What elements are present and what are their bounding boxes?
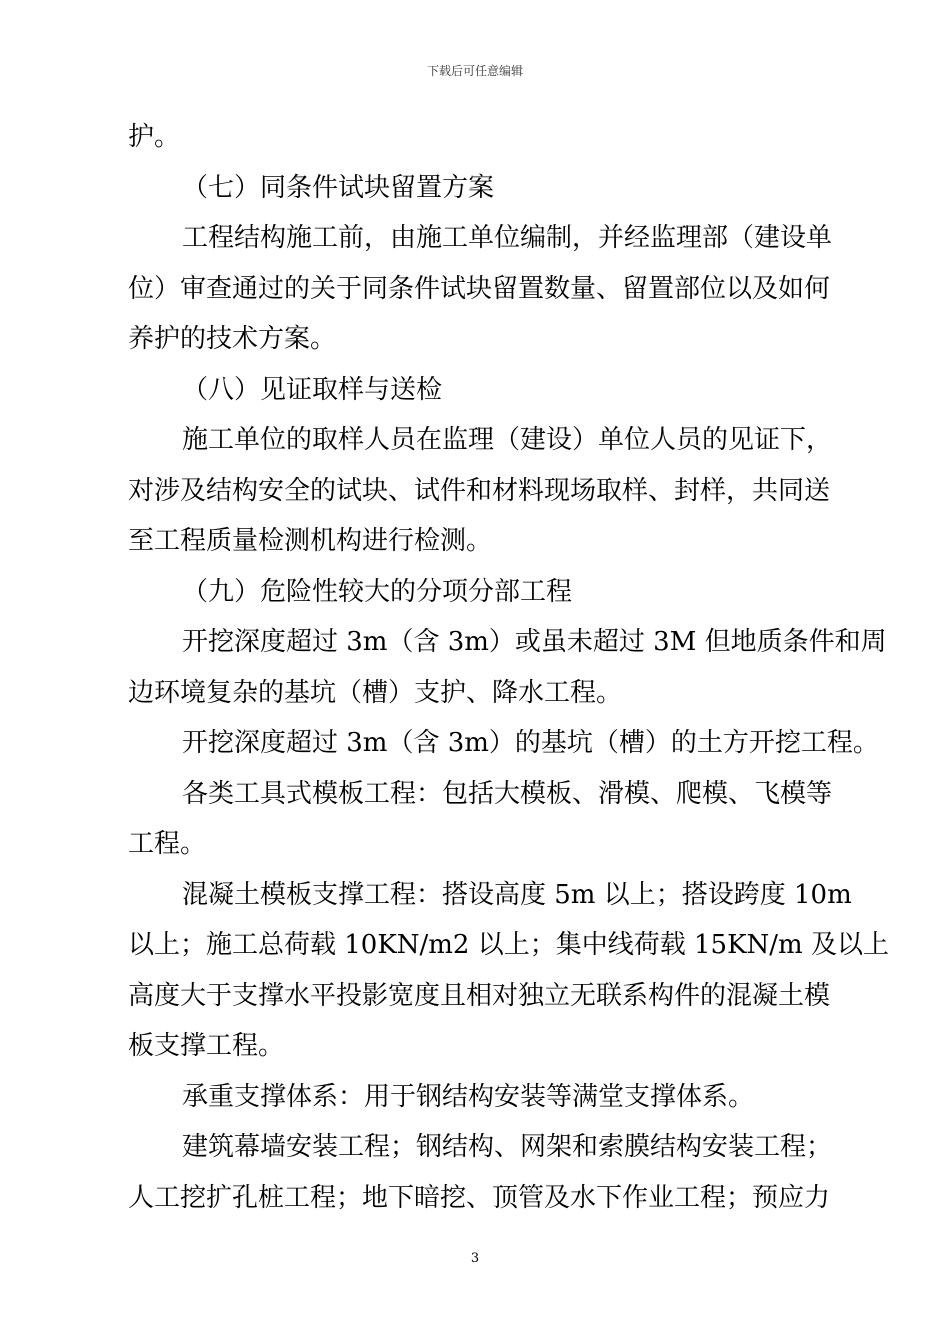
paragraph-line: 边环境复杂的基坑（槽）支护、降水工程。 (128, 677, 623, 708)
page-header: 下载后可任意编辑 (426, 64, 523, 78)
section-heading-7: （七）同条件试块留置方案 (182, 172, 495, 203)
paragraph-line: 建筑幕墙安装工程；钢结构、网架和索膜结构安装工程； (182, 1132, 833, 1162)
paragraph-line: 施工单位的取样人员在监理（建设）单位人员的见证下， (182, 425, 833, 455)
paragraph-line: 开挖深度超过 3m（含 3m）或虽未超过 3M 但地质条件和周 (182, 627, 887, 657)
paragraph-line: 至工程质量检测机构进行检测。 (128, 526, 493, 556)
page-number: 3 (470, 1251, 480, 1266)
section-heading-9: （九）危险性较大的分项分部工程 (182, 576, 573, 607)
paragraph-line: 工程结构施工前，由施工单位编制，并经监理部（建设单 (182, 223, 833, 253)
paragraph-line: 以上；施工总荷载 10KN/m2 以上；集中线荷载 15KN/m 及以上 (128, 930, 889, 960)
section-heading-8: （八）见证取样与送检 (182, 374, 443, 405)
paragraph-line: 承重支撑体系：用于钢结构安装等满堂支撑体系。 (182, 1081, 755, 1112)
paragraph-line: 养护的技术方案。 (128, 324, 337, 354)
body-line-continuation: 护。 (128, 122, 181, 152)
paragraph-line: 位）审查通过的关于同条件试块留置数量、留置部位以及如何 (128, 273, 831, 304)
paragraph-line: 对涉及结构安全的试块、试件和材料现场取样、封样，共同送 (128, 475, 831, 506)
paragraph-line: 工程。 (128, 829, 207, 859)
paragraph-line: 人工挖扩孔桩工程；地下暗挖、顶管及水下作业工程；预应力 (128, 1182, 831, 1213)
paragraph-line: 混凝土模板支撑工程：搭设高度 5m 以上；搭设跨度 10m (182, 879, 852, 910)
paragraph-line: 开挖深度超过 3m（含 3m）的基坑（槽）的土方开挖工程。 (182, 728, 879, 758)
paragraph-line: 高度大于支撑水平投影宽度且相对独立无联系构件的混凝土模 (128, 980, 831, 1011)
document-body (128, 112, 889, 1223)
paragraph-line: 各类工具式模板工程：包括大模板、滑模、爬模、飞模等 (182, 778, 833, 809)
paragraph-line: 板支撑工程。 (128, 1031, 285, 1061)
